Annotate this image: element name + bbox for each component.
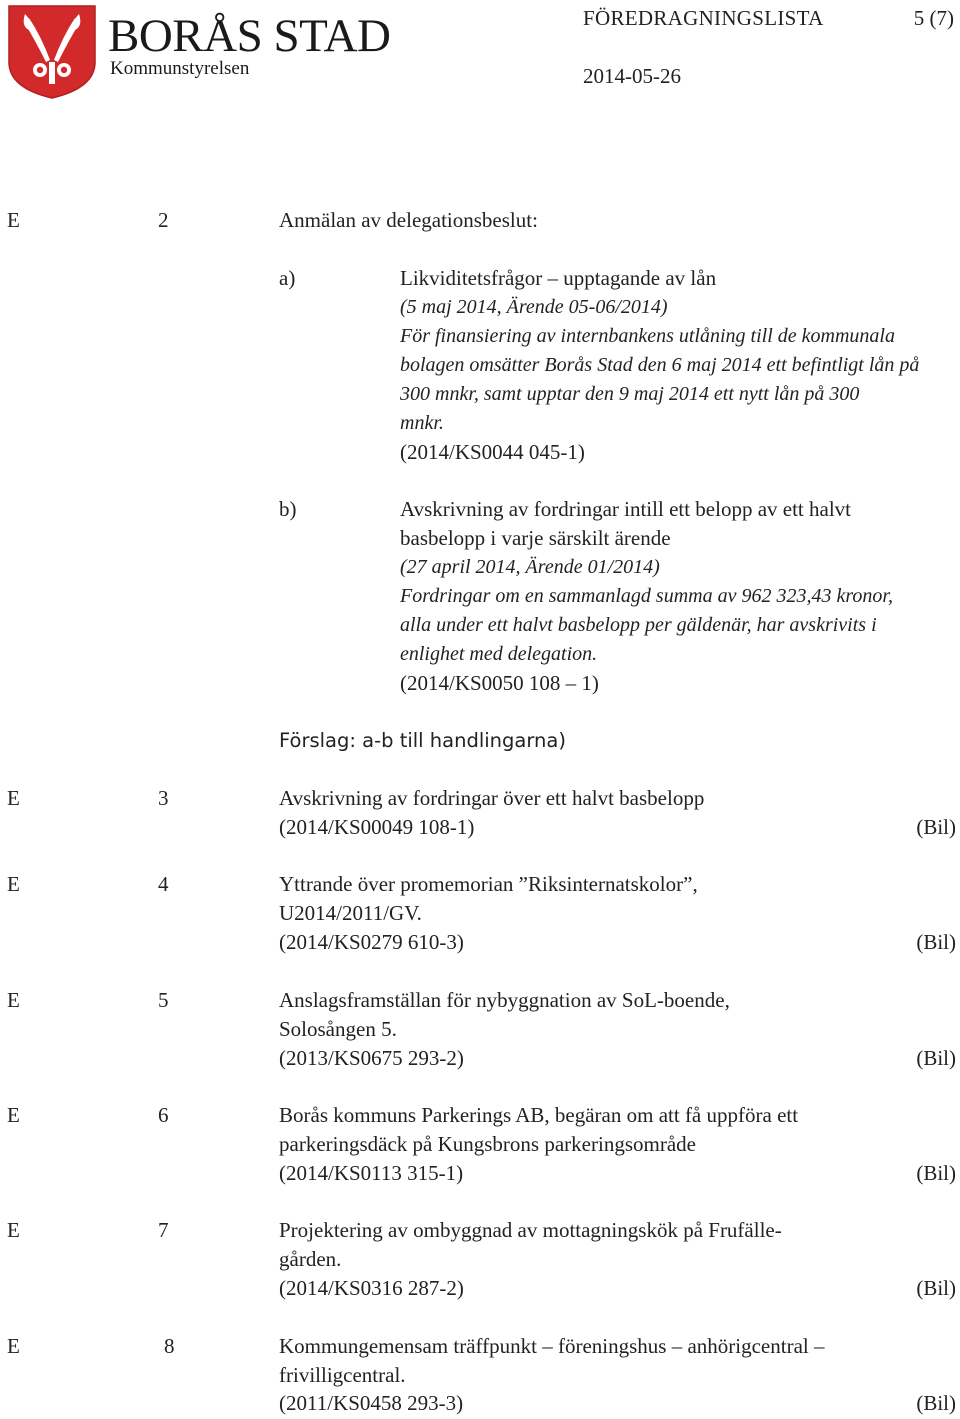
subitem-line: basbelopp i varje särskilt ärende	[400, 526, 671, 550]
item-letter: E	[7, 208, 20, 232]
item-number: 3	[158, 786, 169, 810]
document-date: 2014-05-26	[583, 64, 681, 88]
attachment-marker: (Bil)	[916, 1276, 956, 1300]
item-title-continued: gården.	[279, 1247, 342, 1271]
item-letter: E	[7, 988, 20, 1012]
item-number: 7	[158, 1218, 169, 1242]
case-reference: (2014/KS0050 108 – 1)	[400, 671, 599, 695]
organization-name: BORÅS STAD	[108, 10, 391, 62]
subitem-line: bolagen omsätter Borås Stad den 6 maj 2014 ett befintligt lån på	[400, 354, 920, 376]
item-letter: E	[7, 872, 20, 896]
item-title-continued: parkeringsdäck på Kungsbrons parkeringsområde	[279, 1132, 696, 1156]
item-letter: E	[7, 1103, 20, 1127]
item-title-continued: frivilligcentral.	[279, 1363, 406, 1387]
case-reference: (2014/KS00049 108-1)	[279, 815, 475, 839]
item-letter: E	[7, 1218, 20, 1242]
case-reference: (2014/KS0279 610-3)	[279, 930, 464, 954]
subitem-line: mnkr.	[400, 412, 444, 434]
subitem-line: 300 mnkr, samt upptar den 9 maj 2014 ett nytt lån på 300	[400, 383, 860, 405]
case-reference: (2011/KS0458 293-3)	[279, 1391, 464, 1415]
subitem-label: a)	[279, 266, 296, 290]
subitem-line: (5 maj 2014, Ärende 05-06/2014)	[400, 296, 668, 318]
subitem-line: För finansiering av internbankens utlåning till de kommunala	[400, 325, 895, 347]
subitem-line: Likviditetsfrågor – upptagande av lån	[400, 266, 717, 290]
attachment-marker: (Bil)	[916, 1046, 956, 1070]
organization-department: Kommunstyrelsen	[110, 58, 250, 79]
attachment-marker: (Bil)	[916, 815, 956, 839]
subitem-line: Avskrivning av fordringar intill ett belopp av ett halvt	[400, 497, 852, 521]
item-title: Anslagsframställan för nybyggnation av SoL-boende,	[279, 988, 730, 1012]
proposal-text: Förslag: a-b till handlingarna)	[279, 729, 566, 752]
item-title: Anmälan av delegationsbeslut:	[279, 208, 538, 232]
item-number: 4	[158, 872, 169, 896]
case-reference: (2014/KS0113 315-1)	[279, 1161, 464, 1185]
item-number: 5	[158, 988, 169, 1012]
attachment-marker: (Bil)	[916, 930, 956, 954]
case-reference: (2013/KS0675 293-2)	[279, 1046, 464, 1070]
item-title-continued: Solosången 5.	[279, 1017, 397, 1041]
case-reference: (2014/KS0044 045-1)	[400, 440, 585, 464]
subitem-label: b)	[279, 497, 297, 521]
item-number: 6	[158, 1103, 169, 1127]
item-title: Projektering av ombyggnad av mottagningskök på Frufälle-	[279, 1218, 782, 1242]
document-type: FÖREDRAGNINGSLISTA	[583, 6, 824, 30]
case-reference: (2014/KS0316 287-2)	[279, 1276, 464, 1300]
subitem-line: Fordringar om en sammanlagd summa av 962 323,43 kronor,	[400, 585, 893, 607]
subitem-line: alla under ett halvt basbelopp per gäldenär, har avskrivits i	[400, 614, 877, 636]
attachment-marker: (Bil)	[916, 1391, 956, 1415]
page-header	[0, 0, 960, 110]
subitem-line: enlighet med delegation.	[400, 643, 598, 665]
item-number: 8	[164, 1334, 175, 1358]
item-title: Kommungemensam träffpunkt – föreningshus – anhörigcentral –	[279, 1334, 825, 1358]
item-letter: E	[7, 1334, 20, 1358]
item-title-continued: U2014/2011/GV.	[279, 901, 422, 925]
item-title: Yttrande över promemorian ”Riksinternatskolor”,	[279, 872, 698, 896]
page-number: 5 (7)	[913, 6, 954, 30]
borås-coat-of-arms-icon	[7, 4, 97, 100]
item-title: Avskrivning av fordringar över ett halvt basbelopp	[279, 786, 705, 810]
item-letter: E	[7, 786, 20, 810]
item-number: 2	[158, 208, 169, 232]
attachment-marker: (Bil)	[916, 1161, 956, 1185]
subitem-line: (27 april 2014, Ärende 01/2014)	[400, 556, 660, 578]
item-title: Borås kommuns Parkerings AB, begäran om att få uppföra ett	[279, 1103, 799, 1127]
